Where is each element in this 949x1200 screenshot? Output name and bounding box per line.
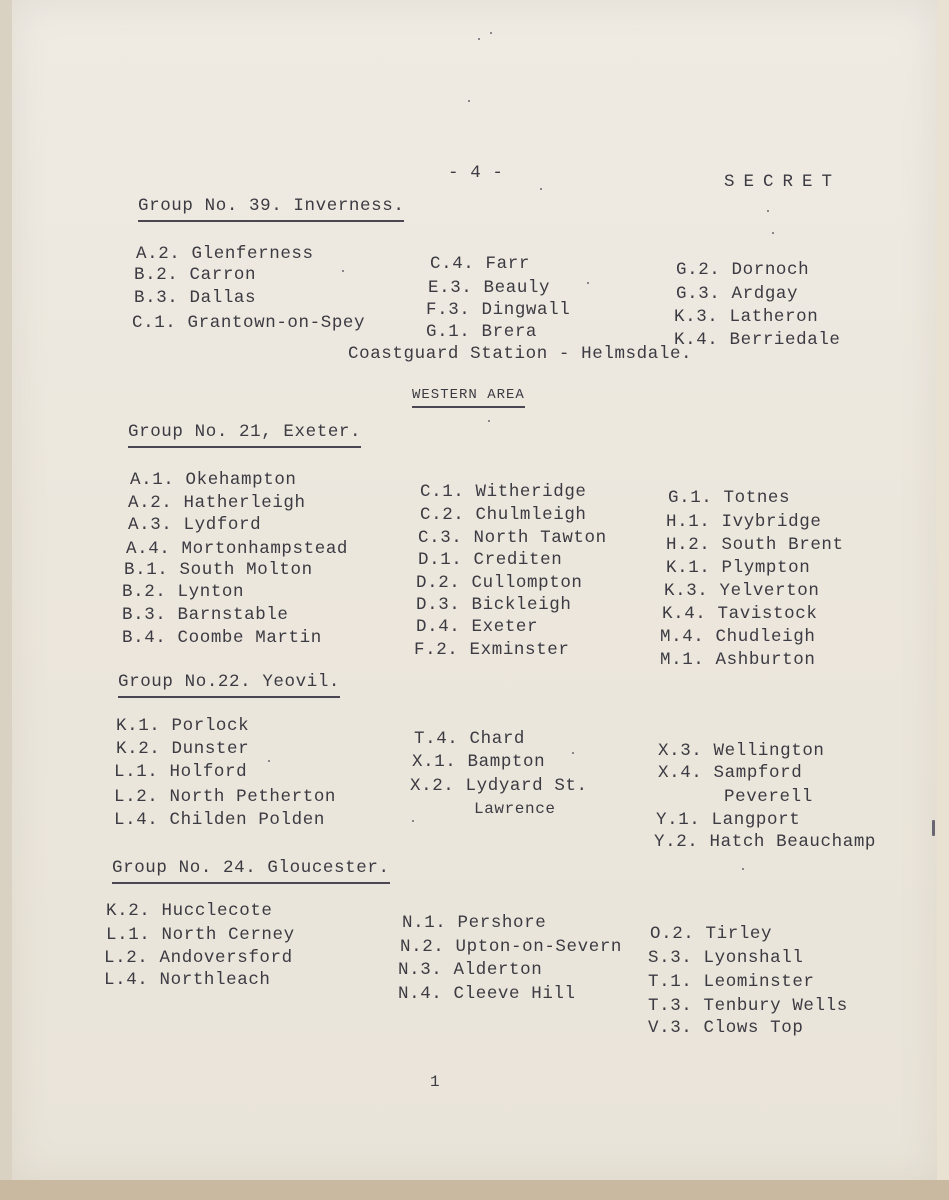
ink-speck	[742, 868, 744, 870]
classification-marking: SECRET	[724, 172, 842, 192]
station-entry: T.4. Chard	[414, 729, 526, 749]
station-entry: K.2. Hucclecote	[106, 901, 273, 921]
group-heading-exeter: Group No. 21, Exeter.	[128, 424, 361, 448]
ink-speck	[772, 232, 774, 234]
station-entry: Peverell	[724, 787, 813, 807]
group-heading-yeovil: Group No.22. Yeovil.	[118, 674, 340, 698]
station-entry: O.2. Tirley	[650, 924, 773, 944]
ink-speck	[540, 188, 542, 190]
station-entry: K.3. Yelverton	[664, 581, 820, 601]
station-entry: D.3. Bickleigh	[416, 595, 572, 615]
ink-speck	[587, 282, 589, 284]
station-entry: B.4. Coombe Martin	[122, 628, 322, 648]
station-entry: C.2. Chulmleigh	[420, 505, 587, 525]
station-entry: B.2. Carron	[134, 265, 257, 285]
station-entry: C.4. Farr	[430, 254, 530, 274]
station-entry: A.1. Okehampton	[130, 470, 297, 490]
ink-speck	[268, 760, 270, 762]
station-entry: H.1. Ivybridge	[666, 512, 822, 532]
station-entry: N.3. Alderton	[398, 960, 543, 980]
station-entry: E.3. Beauly	[428, 278, 551, 298]
station-entry: T.3. Tenbury Wells	[648, 996, 848, 1016]
station-entry: F.2. Exminster	[414, 640, 570, 660]
page-number: - 4 -	[448, 163, 504, 183]
coastguard-note: Coastguard Station - Helmsdale.	[348, 344, 693, 364]
station-entry: D.4. Exeter	[416, 617, 539, 637]
station-entry: L.4. Childen Polden	[114, 810, 325, 830]
station-entry: B.2. Lynton	[122, 582, 245, 602]
station-entry: K.2. Dunster	[116, 739, 250, 759]
station-entry: L.4. Northleach	[104, 970, 271, 990]
station-entry: M.4. Chudleigh	[660, 627, 816, 647]
group-heading-gloucester: Group No. 24. Gloucester.	[112, 860, 390, 884]
station-entry: X.3. Wellington	[658, 741, 825, 761]
station-entry: K.4. Tavistock	[662, 604, 818, 624]
ink-speck	[468, 100, 470, 102]
table-surface	[0, 1180, 949, 1200]
station-entry: L.1. Holford	[114, 762, 248, 782]
group-heading-inverness: Group No. 39. Inverness.	[138, 198, 404, 222]
station-entry: N.2. Upton-on-Severn	[400, 937, 623, 957]
station-entry: A.3. Lydford	[128, 515, 262, 535]
ink-speck	[342, 270, 344, 272]
ink-speck	[488, 420, 490, 422]
station-entry: B.1. South Molton	[124, 560, 313, 580]
station-entry: Y.2. Hatch Beauchamp	[654, 832, 877, 852]
station-entry: Lawrence	[474, 800, 556, 818]
station-entry: C.1. Grantown-on-Spey	[132, 313, 366, 333]
station-entry: B.3. Dallas	[134, 288, 257, 308]
station-entry: K.4. Berriedale	[674, 330, 841, 350]
station-entry: K.1. Plympton	[666, 558, 811, 578]
station-entry: G.3. Ardgay	[676, 284, 799, 304]
station-entry: A.2. Hatherleigh	[128, 493, 306, 513]
footer-mark: 1	[430, 1073, 441, 1091]
station-entry: F.3. Dingwall	[426, 300, 571, 320]
document-page	[12, 0, 937, 1180]
station-entry: K.3. Latheron	[674, 307, 819, 327]
station-entry: A.4. Mortonhampstead	[126, 539, 349, 559]
ink-speck	[932, 820, 935, 836]
station-entry: G.1. Brera	[426, 322, 538, 342]
station-entry: B.3. Barnstable	[122, 605, 289, 625]
ink-speck	[412, 820, 414, 822]
ink-speck	[490, 32, 492, 34]
station-entry: K.1. Porlock	[116, 716, 250, 736]
station-entry: H.2. South Brent	[666, 535, 844, 555]
station-entry: V.3. Clows Top	[648, 1018, 804, 1038]
station-entry: G.1. Totnes	[668, 488, 791, 508]
station-entry: A.2. Glenferness	[136, 244, 314, 264]
ink-speck	[478, 38, 480, 40]
station-entry: D.2. Cullompton	[416, 573, 583, 593]
station-entry: T.1. Leominster	[648, 972, 815, 992]
ink-speck	[767, 210, 769, 212]
area-heading: WESTERN AREA	[412, 388, 525, 408]
station-entry: N.1. Pershore	[402, 913, 547, 933]
station-entry: G.2. Dornoch	[676, 260, 810, 280]
station-entry: S.3. Lyonshall	[648, 948, 804, 968]
station-entry: N.4. Cleeve Hill	[398, 984, 576, 1004]
station-entry: M.1. Ashburton	[660, 650, 816, 670]
station-entry: C.3. North Tawton	[418, 528, 607, 548]
station-entry: C.1. Witheridge	[420, 482, 587, 502]
station-entry: L.1. North Cerney	[106, 925, 295, 945]
station-entry: Y.1. Langport	[656, 810, 801, 830]
station-entry: L.2. North Petherton	[114, 787, 337, 807]
station-entry: D.1. Crediten	[418, 550, 563, 570]
station-entry: X.1. Bampton	[412, 752, 546, 772]
ink-speck	[572, 752, 574, 754]
station-entry: X.2. Lydyard St.	[410, 776, 588, 796]
page-left-edge	[0, 0, 12, 1180]
station-entry: X.4. Sampford	[658, 763, 803, 783]
station-entry: L.2. Andoversford	[104, 948, 293, 968]
